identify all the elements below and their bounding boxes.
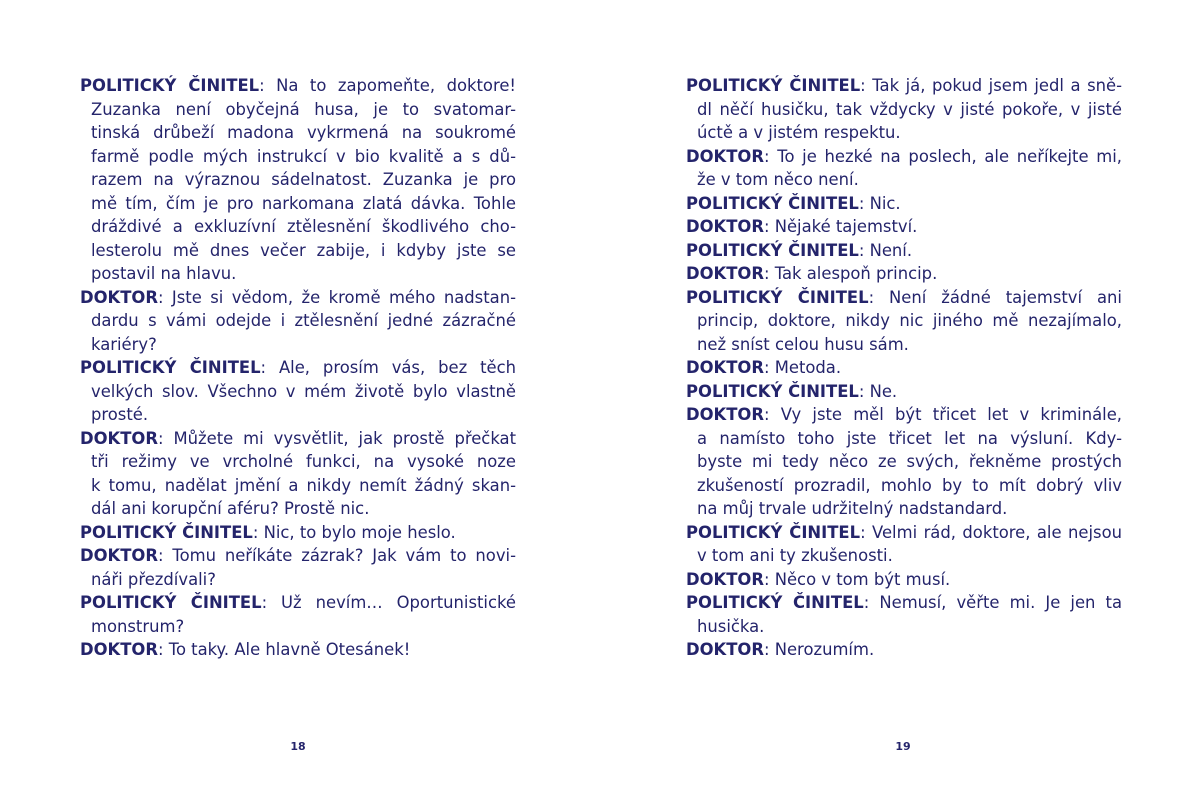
dialogue-text: : Nic. [858,193,901,213]
speaker-name: DOKTOR [686,146,764,166]
dialogue-text: mě tím, čím je pro narkomana zlatá dávka. Tohle [91,193,516,213]
dialogue-text: tři režimy ve vrcholné funkci, na vysoké noze [91,452,516,471]
right-page [686,74,1122,662]
dialogue-line [686,262,1122,286]
speaker-name: POLITICKÝ ČINITEL [80,593,262,612]
speaker-name: DOKTOR [80,640,158,659]
left-page [80,74,516,662]
dialogue-line [686,427,1122,451]
dialogue-text: dráždivé a exkluzívní ztělesnění škodlivého cho- [91,217,516,236]
speaker-name: DOKTOR [80,287,158,307]
dialogue-line [686,168,1122,192]
dialogue-text: : Ale, prosím vás, bez těch [260,358,516,377]
dialogue-line [686,474,1122,498]
dialogue-line [80,380,516,404]
speaker-name: DOKTOR [686,405,764,424]
speaker-name: POLITICKÝ ČINITEL [80,76,260,95]
dialogue-line [686,356,1122,380]
dialogue-line [80,121,516,145]
dialogue-text: princip, doktore, nikdy nic jiného mě nezajímalo, [697,311,1122,330]
dialogue-text: na můj trvale udržitelný nadstandard. [697,499,1008,518]
dialogue-text: : Není žádné tajemství ani [868,287,1122,307]
dialogue-line [686,333,1122,357]
dialogue-line [80,450,516,474]
speaker-name: POLITICKÝ ČINITEL [686,381,859,401]
dialogue-line [80,192,516,216]
dialogue-text: monstrum? [91,616,185,636]
dialogue-line [80,356,516,380]
dialogue-line [80,568,516,592]
speaker-name: POLITICKÝ ČINITEL [686,593,864,612]
dialogue-text: : Něco v tom být musí. [763,569,951,589]
dialogue-line [80,615,516,639]
dialogue-text: zkušeností prozradil, mohlo by to mít dobrý vliv [697,475,1122,495]
dialogue-line [80,427,516,451]
dialogue-text: : To je hezké na poslech, ale neříkejte mi, [763,146,1122,166]
speaker-name: POLITICKÝ ČINITEL [80,522,253,542]
dialogue-text: : Metoda. [763,358,842,377]
dialogue-text: : Jste si vědom, že kromě mého nadstan- [157,287,516,307]
speaker-name: POLITICKÝ ČINITEL [686,76,861,95]
dialogue-text: : Na to zapomeňte, doktore! [259,76,516,95]
dialogue-line [80,239,516,263]
speaker-name: POLITICKÝ ČINITEL [686,240,859,260]
dialogue-line [80,521,516,545]
speaker-name: DOKTOR [686,264,764,283]
speaker-name: POLITICKÝ ČINITEL [686,287,869,307]
page-number-right: 19 [895,740,911,753]
dialogue-line [80,98,516,122]
dialogue-line [80,403,516,427]
dialogue-text: postavil na hlavu. [91,264,237,283]
dialogue-line [80,215,516,239]
dialogue-line [686,638,1122,662]
dialogue-text: velkých slov. Všechno v mém životě bylo vlastně [91,381,516,401]
dialogue-line [686,568,1122,592]
dialogue-line [686,192,1122,216]
dialogue-line [686,286,1122,310]
dialogue-line [80,262,516,286]
dialogue-text: husička. [697,616,765,636]
dialogue-line [686,521,1122,545]
dialogue-line [686,309,1122,333]
speaker-name: DOKTOR [686,217,764,236]
dialogue-text: náři přezdívali? [91,569,216,589]
dialogue-line [686,239,1122,263]
dialogue-line [80,286,516,310]
dialogue-line [686,497,1122,521]
dialogue-text: : Nic, to bylo moje heslo. [252,522,456,542]
dialogue-text: kariéry? [91,334,157,354]
dialogue-text: dardu s vámi odejde i ztělesnění jedné zázračné [91,311,516,330]
speaker-name: POLITICKÝ ČINITEL [80,358,261,377]
dialogue-text: : Velmi rád, doktore, ale nejsou [860,522,1122,542]
dialogue-text: : Nemusí, věřte mi. Je jen ta [863,593,1123,612]
dialogue-line [80,333,516,357]
dialogue-text: farmě podle mých instrukcí v bio kvalitě a s dů- [91,146,516,166]
dialogue-line [80,474,516,498]
dialogue-line [686,591,1122,615]
dialogue-line [80,309,516,333]
dialogue-text: : Nějaké tajemství. [763,217,918,236]
page-number-left: 18 [290,740,306,753]
dialogue-line [686,450,1122,474]
dialogue-line [80,168,516,192]
dialogue-line [686,544,1122,568]
dialogue-text: dl něčí husičku, tak vždycky v jisté pokoře, v jisté [697,99,1122,119]
speaker-name: DOKTOR [80,428,158,448]
dialogue-line [80,544,516,568]
dialogue-text: : Můžete mi vysvětlit, jak prostě přečkat [157,428,516,448]
dialogue-line [686,615,1122,639]
dialogue-text: : Už nevím… Oportunistické [261,593,516,612]
dialogue-text: : Ne. [858,381,898,401]
dialogue-line [686,403,1122,427]
speaker-name: DOKTOR [686,640,764,659]
dialogue-line [80,497,516,521]
dialogue-text: k tomu, nadělat jmění a nikdy nemít žádný skan- [91,475,516,495]
dialogue-line [686,74,1122,98]
speaker-name: DOKTOR [686,569,764,589]
dialogue-line [80,74,516,98]
dialogue-line [686,380,1122,404]
dialogue-text: razem na výraznou sádelnatost. Zuzanka je pro [91,170,516,189]
dialogue-text: dál ani korupční aféru? Prostě nic. [91,499,370,518]
dialogue-line [686,98,1122,122]
dialogue-text: a namísto toho jste třicet let na výsluní. Kdy- [697,428,1122,448]
dialogue-text: lesterolu mě dnes večer zabije, i kdyby jste se [91,240,516,260]
dialogue-text: úctě a v jistém respektu. [697,123,901,142]
dialogue-line [686,121,1122,145]
speaker-name: DOKTOR [686,358,764,377]
dialogue-text: Zuzanka není obyčejná husa, je to svatomar- [91,99,516,119]
dialogue-text: než sníst celou husu sám. [697,334,909,354]
dialogue-text: v tom ani ty zkušenosti. [697,546,893,565]
dialogue-line [80,591,516,615]
speaker-name: POLITICKÝ ČINITEL [686,522,861,542]
dialogue-text: : Nerozumím. [763,640,875,659]
dialogue-line [686,215,1122,239]
dialogue-text: prosté. [91,405,149,424]
dialogue-text: : Tomu neříkáte zázrak? Jak vám to novi- [157,546,516,565]
speaker-name: DOKTOR [80,546,158,565]
dialogue-text: : Tak alespoň princip. [763,264,938,283]
dialogue-text: : Není. [858,240,913,260]
dialogue-text: : To taky. Ale hlavně Otesánek! [157,640,411,659]
dialogue-line [80,638,516,662]
dialogue-line [80,145,516,169]
dialogue-text: že v tom něco není. [697,170,859,189]
dialogue-text: tinská drůbeží madona vykrmená na soukromé [91,123,516,142]
dialogue-text: : Vy jste měl být třicet let v kriminále, [763,405,1122,424]
dialogue-text: byste mi tedy něco ze svých, řekněme prostých [697,452,1122,471]
dialogue-line [686,145,1122,169]
dialogue-text: : Tak já, pokud jsem jedl a sně- [860,76,1122,95]
speaker-name: POLITICKÝ ČINITEL [686,193,859,213]
